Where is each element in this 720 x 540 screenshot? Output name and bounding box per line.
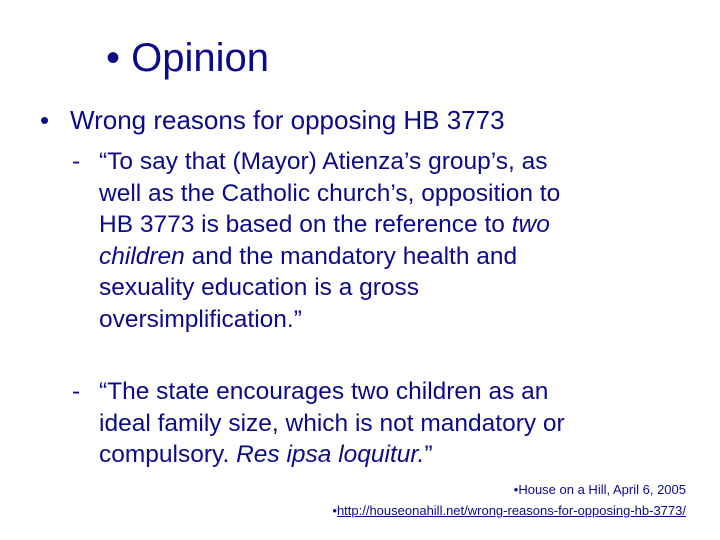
sub-bullet-dash: - [72,378,81,405]
quote-1-italic: two [511,211,550,238]
source-link-row [332,503,686,519]
quote-1-line: “To say that (Mayor) Atienza’s group’s, as [99,148,548,175]
source-url-link[interactable]: http://houseonahill.net/wrong-reasons-for-opposing-hb-3773/ [336,503,686,518]
quote-2-italic: Res ipsa loquitur. [236,441,425,468]
quote-1-italic: children [99,242,185,270]
quote-2-line [72,439,672,471]
quote-2-text: compulsory. [99,441,237,468]
quote-1-text: and the mandatory health and [184,242,518,270]
quote-1-line [72,241,672,273]
slide-title: • Opinion [106,36,269,80]
main-bullet [40,104,505,136]
quote-2-line: ideal family size, which is not mandatory or [99,409,565,437]
quote-2-line: “The state encourages two children as an [99,378,549,405]
quote-1-text: HB 3773 is based on the reference to [99,211,512,238]
quote-1-line: well as the Catholic church’s, opposition to [99,179,561,207]
source-citation: •House on a Hill, April 6, 2005 [513,482,686,497]
quote-2-text: ” [424,441,433,468]
source-bullet: • [332,503,337,518]
main-bullet-text: Wrong reasons for opposing HB 3773 [70,105,505,135]
sub-bullet-quote-2 [72,376,672,471]
bullet-marker: • [40,105,50,135]
quote-1-line: sexuality education is a gross [99,274,420,301]
sub-bullet-dash: - [72,148,81,175]
quote-1-line [72,209,672,241]
quote-1-line: oversimplification.” [99,305,302,333]
sub-bullet-quote-1 [72,146,672,335]
